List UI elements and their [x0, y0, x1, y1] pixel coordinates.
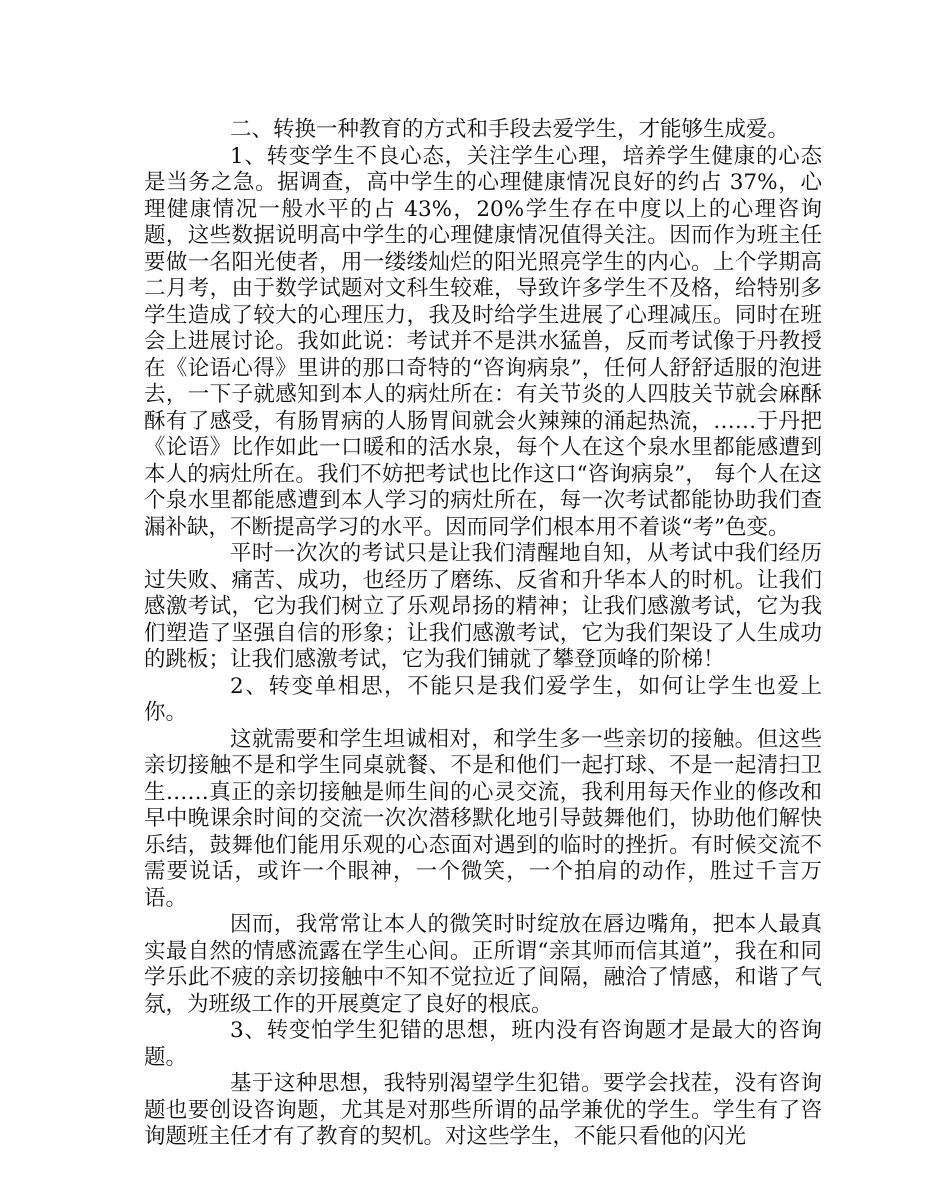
paragraph-5: 因而，我常常让本人的微笑时时绽放在唇边嘴角，把本人最真实最自然的情感流露在学生心间。正所谓“亲其师而信其道”，我在和同学乐此不疲的亲切接触中不知不觉拉近了间隔，融洽了情感，和谐了气氛，为班级工作的开展奠定了良好的根底。 — [144, 912, 822, 1017]
paragraph-4: 这就需要和学生坦诚相对，和学生多一些亲切的接触。但这些亲切接触不是和学生同桌就餐、不是和他们一起打球、不是一起清扫卫生……真正的亲切接触是师生间的心灵交流，我利用每天作业的修改和早中晚课余时间的交流一次次潜移默化地引导鼓舞他们，协助他们解快乐结，鼓舞他们能用乐观的心态面对遇到的临时的挫折。有时候交流不需要说话，或许一个眼神，一个微笑，一个拍肩的动作，胜过千言万语。 — [144, 726, 822, 911]
paragraph-3: 2、转变单相思，不能只是我们爱学生，如何让学生也爱上你。 — [144, 673, 822, 725]
section-heading: 二、转换一种教育的方式和手段去爱学生，才能够生成爱。 — [230, 117, 790, 142]
paragraph-2: 平时一次次的考试只是让我们清醒地自知，从考试中我们经历过失败、痛苦、成功，也经历了磨练、反省和升华本人的时机。让我们感激考试，它为我们树立了乐观昂扬的精神；让我们感激考试，它为我们塑造了坚强自信的形象；让我们感激考试，它为我们架设了人生成功的跳板；让我们感激考试，它为我们铺就了攀登顶峰的阶梯！ — [144, 541, 822, 672]
paragraph-6: 3、转变怕学生犯错的思想，班内没有咨询题才是最大的咨询题。 — [144, 1018, 822, 1070]
document-body — [144, 117, 822, 1151]
paragraph-7: 基于这种思想，我特别渴望学生犯错。要学会找茬，没有咨询题也要创设咨询题，尤其是对那些所谓的品学兼优的学生。学生有了咨询题班主任才有了教育的契机。对这些学生，不能只看他的闪光 — [144, 1071, 822, 1149]
paragraph-1: 1、转变学生不良心态，关注学生心理，培养学生健康的心态是当务之急。据调查，高中学生的心理健康情况良好的约占 37%，心理健康情况一般水平的占 43%，20%学生存在中度以上的心理咨询题，这些数据说明高中学生的心理健康情况值得关注。因而作为班主任要做一名阳光使者，用一缕缕灿烂的阳光照亮学生的内心。上个学期高二月考，由于数学试题对文科生较难，导致许多学生不及格，给特别多学生造成了较大的心理压力，我及时给学生进展了心理减压。同时在班会上进展讨论。我如此说：考试并不是洪水猛兽，反而考试像于丹教授在《论语心得》里讲的那口奇特的“咨询病泉”，任何人舒舒适服的泡进去，一下子就感知到本人的病灶所在：有关节炎的人四肢关节就会麻酥酥有了感受，有肠胃病的人肠胃间就会火辣辣的涌起热流，……于丹把《论语》比作如此一口暖和的活水泉，每个人在这个泉水里都能感遭到本人的病灶所在。我们不妨把考试也比作这口“咨询病泉”， 每个人在这个泉水里都能感遭到本人学习的病灶所在，每一次考试都能协助我们查漏补缺，不断提高学习的水平。因而同学们根本用不着谈“考”色变。 — [144, 143, 822, 540]
